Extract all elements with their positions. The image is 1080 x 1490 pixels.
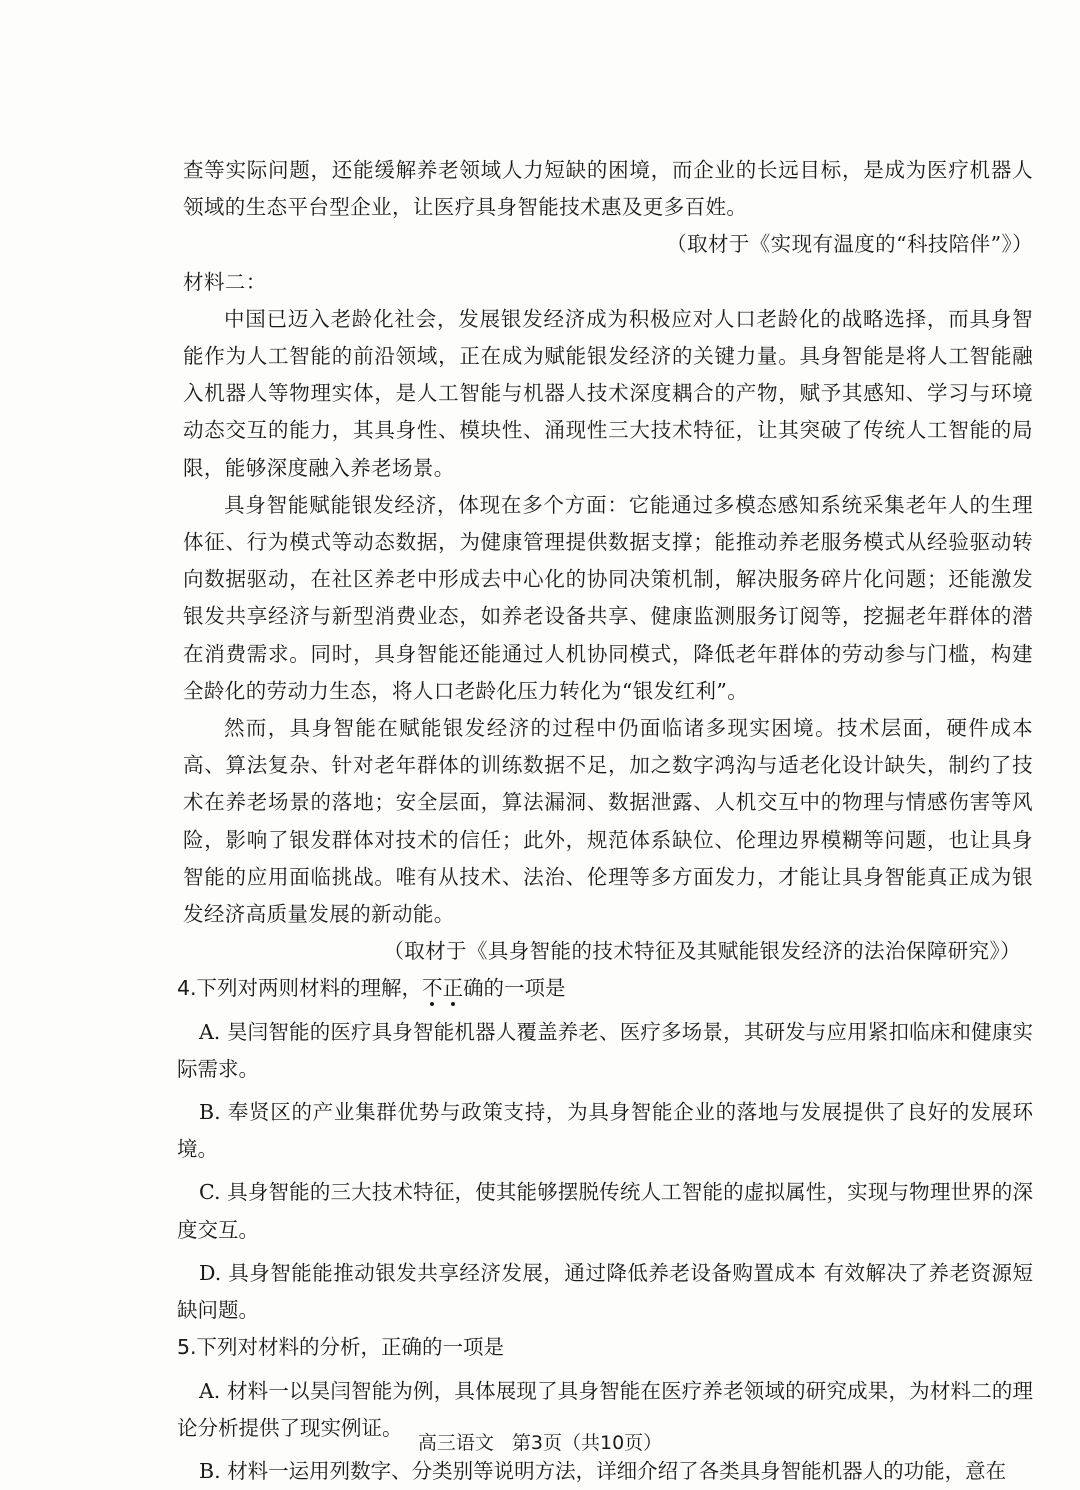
material-two-heading: 材料二：: [183, 269, 267, 294]
page-footer: [0, 1428, 1080, 1455]
option-text: 具身智能的三大技术特征，使其能够摆脱传统人工智能的虚拟属性，实现与物理世界的深度交互。: [177, 1180, 1033, 1242]
question-4-option-c: [177, 1174, 1033, 1248]
option-letter: C.: [199, 1180, 221, 1205]
material-one-tail-paragraph: 查等实际问题，还能缓解养老领域人力短缺的困境，而企业的长远目标，是成为医疗机器人领域的生态平台型企业，让医疗具身智能技术惠及更多百姓。: [183, 158, 1033, 220]
option-letter: A.: [199, 1378, 221, 1403]
footer-page-number: 第3页（共10页）: [511, 1432, 663, 1454]
question-4-stem-suffix: 确的一项是: [463, 976, 566, 1001]
option-letter: D.: [199, 1260, 222, 1285]
question-5-option-b: [177, 1453, 1033, 1490]
question-4-stem: [177, 970, 1033, 1007]
question-4-stem-prefix: 4.下列对两则材料的理解，: [177, 976, 423, 1001]
option-letter: B.: [199, 1458, 221, 1483]
option-letter: A.: [199, 1019, 221, 1044]
question-4-emphasis-2: 正: [442, 976, 464, 1001]
material-two-source: （取材于《具身智能的技术特征及其赋能银发经济的法治保障研究》）: [383, 939, 1021, 964]
question-5-stem: 5.下列对材料的分析，正确的一项是: [177, 1335, 505, 1360]
material-one-source: （取材于《实现有温度的“科技陪伴”》）: [666, 232, 1033, 257]
material-two-paragraph-3: 然而，具身智能在赋能银发经济的过程中仍面临诸多现实困境。技术层面，硬件成本高、算法复杂、针对老年群体的训练数据不足，加之数字鸿沟与适老化设计缺失，制约了技术在养老场景的落地；安全层面，算法漏洞、数据泄露、人机交互中的物理与情感伤害等风险，影响了银发群体对技术的信任；此外，规范体系缺位、伦理边界模糊等问题，也让具身智能的应用面临挑战。唯有从技术、法治、伦理等多方面发力，才能让具身智能真正成为银发经济高质量发展的新动能。: [183, 716, 1033, 927]
material-two-paragraph-2: 具身智能赋能银发经济，体现在多个方面：它能通过多模态感知系统采集老年人的生理体征、行为模式等动态数据，为健康管理提供数据支撑；能推动养老服务模式从经验驱动转向数据驱动，在社区养老中形成去中心化的协同决策机制，解决服务碎片化问题；还能激发银发共享经济与新型消费业态，如养老设备共享、健康监测服务订阅等，挖掘老年群体的潜在消费需求。同时，具身智能还能通过人机协同模式，降低老年群体的劳动参与门槛，构建全龄化的劳动力生态，将人口老龄化压力转化为“银发红利”。: [183, 492, 1033, 703]
option-text: 材料一以昊闫智能为例，具体展现了具身智能在医疗养老领域的研究成果，为材料二的理论分析提供了现实例证。: [177, 1378, 1033, 1440]
footer-subject: 高三语文: [417, 1432, 494, 1454]
option-text: 材料一运用列数字、分类别等说明方法，详细介绍了各类具身智能机器人的功能，意在: [227, 1458, 1007, 1483]
question-4-emphasis-1: 不: [422, 976, 443, 1001]
question-4-option-d: [177, 1255, 1033, 1329]
question-4-option-a: [177, 1014, 1033, 1088]
question-4-option-b: [177, 1094, 1033, 1168]
page-content: [177, 152, 1033, 1490]
material-two-paragraph-1: 中国已迈入老龄化社会，发展银发经济成为积极应对人口老龄化的战略选择，而具身智能作为人工智能的前沿领域，正在成为赋能银发经济的关键力量。具身智能是将人工智能融入机器人等物理实体，是人工智能与机器人技术深度耦合的产物，赋予其感知、学习与环境动态交互的能力，其具身性、模块性、涌现性三大技术特征，让其突破了传统人工智能的局限，能够深度融入养老场景。: [183, 306, 1033, 480]
option-letter: B.: [199, 1100, 221, 1125]
option-text: 奉贤区的产业集群优势与政策支持，为具身智能企业的落地与发展提供了良好的发展环境。: [177, 1100, 1033, 1162]
option-text: 具身智能能推动银发共享经济发展，通过降低养老设备购置成本 有效解决了养老资源短缺问题。: [177, 1260, 1033, 1323]
option-text: 昊闫智能的医疗具身智能机器人覆盖养老、医疗多场景，其研发与应用紧扣临床和健康实际需求。: [177, 1019, 1033, 1081]
